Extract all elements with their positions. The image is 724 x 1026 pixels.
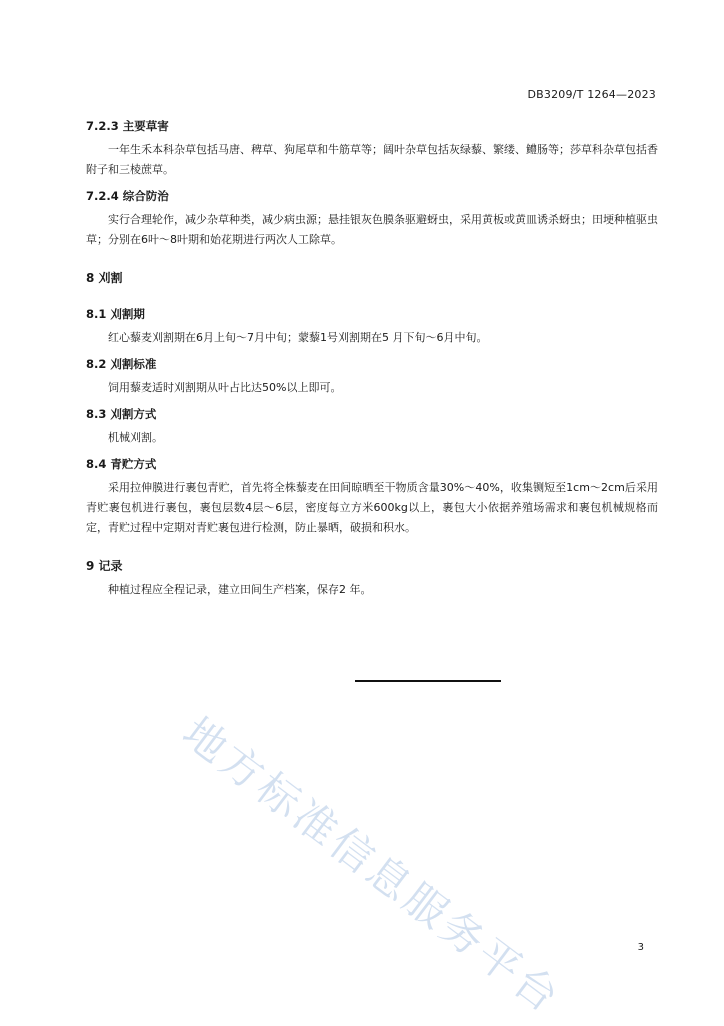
section-7-2-3-text: 一年生禾本科杂草包括马唐、稗草、狗尾草和牛筋草等；阔叶杂草包括灰绿藜、繁缕、鳢肠等；莎草科杂草包括香附子和三棱蔗草。 bbox=[86, 143, 658, 176]
section-9-title: 9 记录 bbox=[86, 559, 123, 573]
section-8-title: 8 刈割 bbox=[86, 271, 123, 285]
section-8-2-title: 8.2 刈割标准 bbox=[86, 357, 157, 371]
section-8-3-title: 8.3 刈割方式 bbox=[86, 407, 157, 421]
section-8-1-title: 8.1 刈割期 bbox=[86, 307, 145, 321]
section-7-2-4-title: 7.2.4 综合防治 bbox=[86, 189, 169, 203]
watermark: 地方标准信息服务平台 bbox=[173, 707, 571, 1024]
section-8-4-title: 8.4 青贮方式 bbox=[86, 457, 157, 471]
section-8-4-text: 采用拉伸膜进行裹包青贮，首先将全株藜麦在田间晾晒至干物质含量30%～40%，收集铡短至1cm～2cm后采用青贮裹包机进行裹包，裹包层数4层～6层，密度每立方米600kg以上，裹包大小依据养殖场需求和裹包机械规格而定，青贮过程中定期对青贮裹包进行检测，防止暴晒，破损和积水。 bbox=[86, 481, 658, 534]
document-code: DB3209/T 1264—2023 bbox=[527, 88, 656, 101]
section-8-1-text: 红心藜麦刈割期在6月上旬～7月中旬；蒙藜1号刈割期在5 月下旬～6月中旬。 bbox=[108, 331, 488, 344]
section-8-3-text: 机械刈割。 bbox=[108, 431, 163, 444]
section-8-2-text: 饲用藜麦适时刈割期从叶占比达50%以上即可。 bbox=[108, 381, 342, 394]
section-7-2-3-title: 7.2.3 主要草害 bbox=[86, 119, 169, 133]
page-number: 3 bbox=[637, 942, 644, 953]
document-body bbox=[86, 118, 658, 600]
end-of-document-rule bbox=[355, 680, 501, 682]
section-9-text: 种植过程应全程记录，建立田间生产档案，保存2 年。 bbox=[108, 583, 372, 596]
section-7-2-4-text: 实行合理轮作，减少杂草种类，减少病虫源；悬挂银灰色膜条驱避蚜虫，采用黄板或黄皿诱杀蚜虫；田埂种植驱虫草；分别在6叶～8叶期和始花期进行两次人工除草。 bbox=[86, 213, 658, 246]
